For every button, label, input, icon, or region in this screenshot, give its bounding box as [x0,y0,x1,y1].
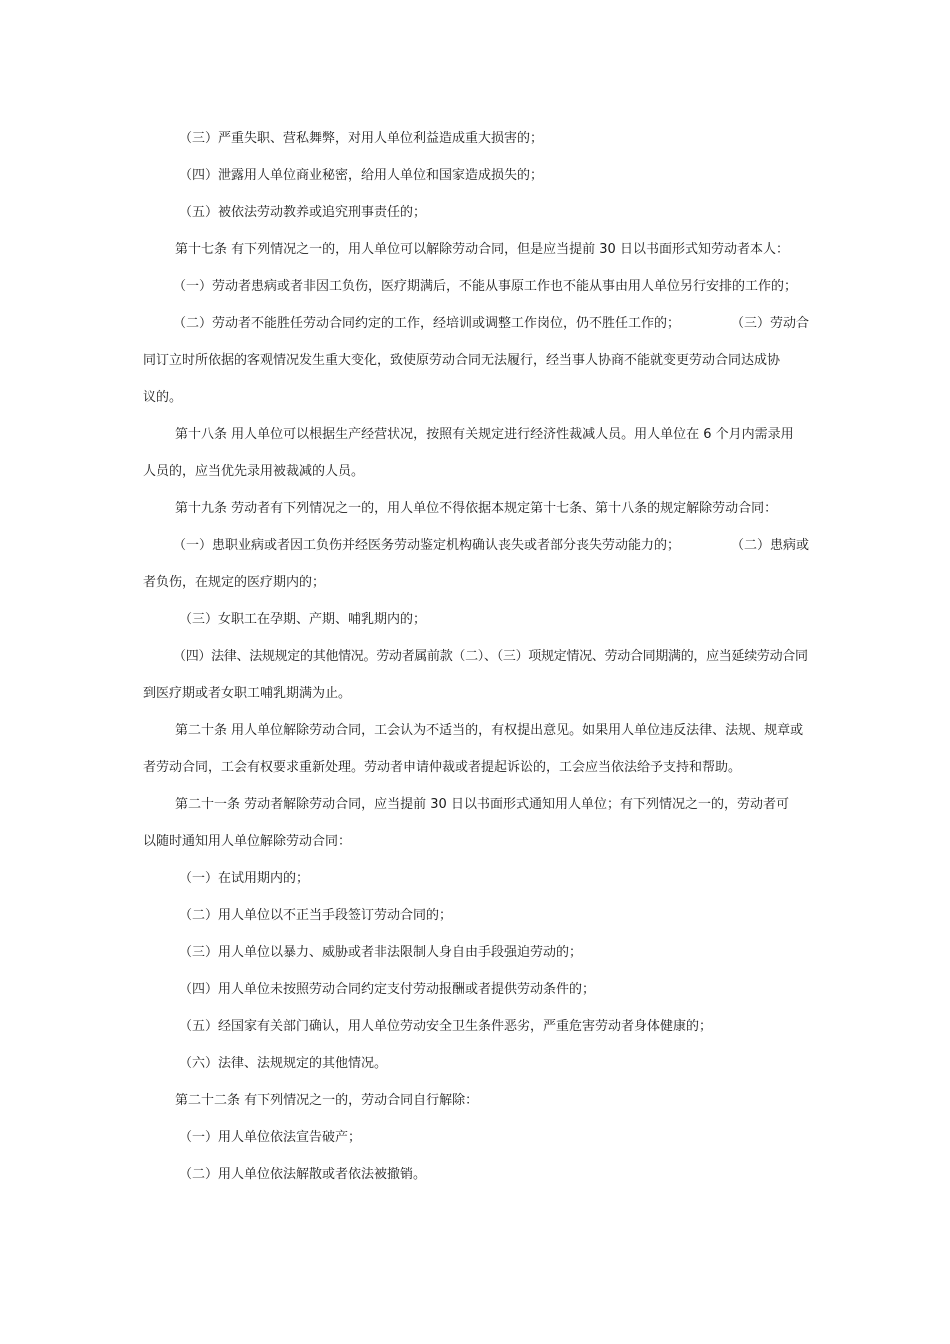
text-line: 以随时通知用人单位解除劳动合同： [143,834,352,849]
text-line: （二）用人单位依法解散或者依法被撤销。 [179,1167,427,1182]
text-line: （三）用人单位以暴力、威胁或者非法限制人身自由手段强迫劳动的； [179,945,583,960]
text-line: 者劳动合同，工会有权要求重新处理。劳动者申请仲裁或者提起诉讼的，工会应当依法给予支持和帮助。 [143,760,742,775]
document-body [143,120,809,1193]
article-17-heading: 第十七条 有下列情况之一的，用人单位可以解除劳动合同，但是应当提前 30 日以书面形式知劳动者本人： [175,242,789,257]
text-line: 同订立时所依据的客观情况发生重大变化，致使原劳动合同无法履行，经当事人协商不能就变更劳动合同达成协 [143,353,781,368]
text-line [143,527,809,564]
text-line: （一）用人单位依法宣告破产； [179,1130,362,1145]
text-segment: （二）劳动者不能胜任劳动合同约定的工作，经培训或调整工作岗位，仍不胜任工作的； [173,316,681,331]
text-line: （六）法律、法规规定的其他情况。 [179,1056,388,1071]
text-line: 到医疗期或者女职工哺乳期满为止。 [143,686,352,701]
text-line: （四）用人单位未按照劳动合同约定支付劳动报酬或者提供劳动条件的； [179,982,596,997]
article-21-heading: 第二十一条 劳动者解除劳动合同，应当提前 30 日以书面形式通知用人单位；有下列情况之一的，劳动者可 [175,797,789,812]
text-line: （四）法律、法规规定的其他情况。劳动者属前款（二）、（三）项规定情况、劳动合同期满的，应当延续劳动合同 [173,649,808,664]
text-segment: （一）患职业病或者因工负伤并经医务劳动鉴定机构确认丧失或者部分丧失劳动能力的； [173,538,681,553]
text-line: （五）被依法劳动教养或追究刑事责任的； [179,205,427,220]
text-segment: （三）劳动合 [730,316,809,331]
text-line: （一）劳动者患病或者非因工负伤，医疗期满后，不能从事原工作也不能从事由用人单位另行安排的工作的； [173,279,798,294]
article-19-heading: 第十九条 劳动者有下列情况之一的，用人单位不得依据本规定第十七条、第十八条的规定解除劳动合同： [175,501,778,516]
text-segment: （二）患病或 [730,538,809,553]
text-line: （三）女职工在孕期、产期、哺乳期内的； [179,612,427,627]
text-line: 人员的，应当优先录用被裁减的人员。 [143,464,365,479]
text-line: （三）严重失职、营私舞弊，对用人单位利益造成重大损害的； [179,131,544,146]
article-18-heading: 第十八条 用人单位可以根据生产经营状况，按照有关规定进行经济性裁减人员。用人单位在 6 个月内需录用 [175,427,794,442]
text-line: （四）泄露用人单位商业秘密，给用人单位和国家造成损失的； [179,168,544,183]
article-20-heading: 第二十条 用人单位解除劳动合同，工会认为不适当的，有权提出意见。如果用人单位违反法律、法规、规章或 [175,723,804,738]
text-line: 者负伤，在规定的医疗期内的； [143,575,326,590]
text-line [143,305,809,342]
text-line: （二）用人单位以不正当手段签订劳动合同的； [179,908,453,923]
article-22-heading: 第二十二条 有下列情况之一的，劳动合同自行解除： [175,1093,479,1108]
text-line: （一）在试用期内的； [179,871,310,886]
text-line: 议的。 [143,390,183,405]
text-line: （五）经国家有关部门确认，用人单位劳动安全卫生条件恶劣，严重危害劳动者身体健康的； [179,1019,713,1034]
